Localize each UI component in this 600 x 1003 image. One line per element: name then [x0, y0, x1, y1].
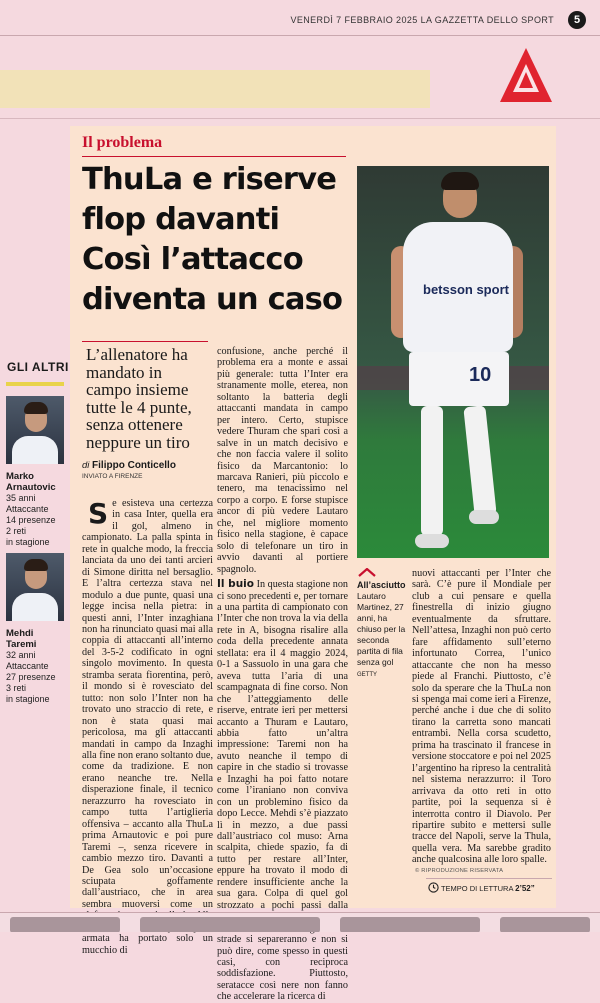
player-info: 27 presenze: [6, 672, 56, 682]
article: [70, 126, 556, 1003]
section-paragraph: [217, 579, 348, 1003]
headline-line: ThuLa e riserve: [82, 162, 337, 197]
jersey-sponsor: betsson sport: [423, 282, 509, 297]
reading-time-value: 2’52”: [515, 884, 535, 893]
player-name: Mehdi Taremi: [6, 628, 37, 650]
headline-line: Così l’attacco: [82, 242, 303, 277]
player-photo: [6, 553, 64, 621]
headline-line: flop davanti: [82, 202, 280, 237]
article-column-3: nuovi attaccanti per l’Inter che sarà. C’è pure il Mondiale per club a cui pensare e quella finestrella di inizio giugno eventualmente da sfruttare. Nell’attesa, Inzaghi non può certo fare affidamento sull’eterno infortunato Correa, l’unico attaccante che non ha messo piede al Franchi. Piuttosto, c’è solo da sperare che la ThuLa non si spenga mai come ieri a Firenze, perché anche i due che di solito tirano la carretta sono mancati entrambi. Nella corsa scudetto, prima ha trascinato il francese in versione stoccatore e poi nel 2025 l’argentino ha ripreso la centralità nel sistema nerazzurro: il Toro arrivava da otto reti in otto partite, poi la sequenza si è interrotta contro il Diavolo. Per ripartire subito e mettersi sulle tracce del Napoli, serve la Thula, quella vera. Ma sarebbe gradito anche qualcosina alle loro spalle.: [412, 568, 551, 866]
sidebar-accent-bar: [6, 382, 64, 386]
player-info: 3 reti: [6, 683, 27, 693]
player-info: 32 anni: [6, 650, 36, 660]
player-card: [6, 553, 66, 705]
column-text: e esisteva una certezza in casa Inter, quella era il gol, almeno in campionato. La palla spinta in rete in qualche modo, la freccia lanciata da uno dei tanti arcieri di Simone diritta nel bersaglio. E l’altra certezza stava nel modulo a due punte, quasi una legge incisa nella pietra: in questi anni, l’Inter inzaghiana non ha rinunciato quasi mai alla coppia di attaccanti all’interno del 3-5-2 codificato in ogni singolo movimento. In questa stramba serata fiorentina, però, il mondo si è rovesciato del tutto: non solo l’Inter non ha trovato uno straccio di rete, e non è stata quasi mai pericolosa, ma gli attaccanti mandati in campo da Inzaghi alla fine non erano soltanto due, come da tradizione. E non erano neanche tre. Nella disperazione finale, il tecnico nerazzurro ha rovesciato in campo tutta l’artiglieria offensiva – accanto alla ThuLa prima Arnautovic e poi pure Taremi –, senza ricevere in cambio mezzo tiro. Davanti a De Gea solo un’occasione sciupata goffamente dall’austriaco, che in area sembra muoversi come un armata ha portato solo un mucchio di: [82, 498, 213, 956]
byline: [82, 460, 176, 471]
column-text: In questa stagione non ci sono precedenti e, per tornare a una partita di campionato con l’Inter che non trova la via della rete in A, bisogna risalire alla coda della precedente annata stellata: era il 4 maggio 2024, 0-1 a Sassuolo in una gara che aveva tutta l’aria di una scampagnata di fine corso. Non che l’atteggiamento delle riserve, entrate ieri per mettersi accanto a Thuram e Lautaro, abbia fatto un’altra impressione: Taremi non ha avuto neanche il tempo di capire in che stadio si trovasse e Inzaghi ha poi fatto notare come l’iraniano non conviva con un problemino fisico da dopo Lecce. Mehdi s’è piazzato lì in mezzo, a due passi dall’austriaco col muso: Arna scalpita, chiede spazio, fa di tutto per restare all’Inter, eppure ha trovato il modo di rendere insufficiente anche la sua gara. Colpa di quel gol strozzato a pochi passi dalla strade si separeranno e non si può dire, come spesso in questi casi, con reciproca soddisfazione. Piuttosto, seratacce così nere non fanno che accelerare la ricerca di: [217, 579, 349, 1003]
summary-divider: [82, 341, 208, 342]
author-role: INVIATO A FIRENZE: [82, 473, 143, 480]
caption-body: Lautaro Martinez, 27 anni, ha chiuso per la seconda partita di fila senza gol: [357, 591, 406, 667]
article-column-1: [82, 498, 213, 956]
sidebar-title: GLI ALTRI: [7, 360, 69, 374]
caption-text: [357, 591, 407, 681]
header-divider: [0, 35, 600, 36]
caption-title: All’asciutto: [357, 580, 406, 590]
sidebar-others: [0, 340, 70, 720]
player-photo: [6, 396, 64, 464]
player-card: [6, 396, 66, 548]
byline-prefix: di: [82, 460, 90, 471]
player-info: in stagione: [6, 537, 50, 547]
photo-caption: [357, 568, 407, 681]
summary: L’allenatore ha mandato in campo insieme tutte le 4 punte, senza ottenere neppure un tiro: [86, 345, 192, 452]
player-info: Attaccante: [6, 661, 49, 671]
article-column-2: [217, 346, 348, 1003]
caption-credit: GETTY: [357, 672, 378, 678]
reproduction-notice: © RIPRODUZIONE RISERVATA: [415, 868, 504, 874]
next-headline-strip: [0, 912, 600, 932]
dropcap: S: [88, 497, 109, 530]
kicker-underline: [82, 156, 346, 157]
player-info: Attaccante: [6, 504, 49, 514]
section-lead: Il buio: [217, 578, 254, 591]
player-name: Marko Arnautovic: [6, 471, 56, 493]
headline: [82, 160, 352, 320]
page-number: 5: [568, 11, 586, 29]
lautaro-photo: [357, 166, 549, 558]
author-name: Filippo Conticello: [92, 460, 176, 471]
player-info: 2 reti: [6, 526, 27, 536]
reading-time: [428, 882, 535, 893]
kicker: Il problema: [82, 134, 163, 151]
page-header: [0, 0, 600, 36]
jersey-number: 10: [469, 364, 492, 386]
player-info: in stagione: [6, 694, 50, 704]
player-info: 14 presenze: [6, 515, 56, 525]
top-ad-band: [0, 70, 430, 108]
band-divider: [0, 118, 600, 119]
column-text: confusione, anche perché il problema era a monte e assai più generale: tutta l’Inter era stranamente molle, eterea, non soltanto la batteria degli attaccanti mandata in campo per intero. Certo, stupisce vedere Thuram che spari così a salve in un match decisivo e che non faccia valere il solito fisico da Marcantonio: lo marcava Ranieri, più piccolo e tenero, ma tenacissimo nel corpo a corpo. E forse stupisce ancor di più vedere Lautaro che, nel migliore momento fisico nella stagione, è capace solo di telefonare un tiro in avvio davanti al portiere spagnolo.: [217, 346, 348, 575]
caret-up-icon: [357, 568, 377, 577]
clock-icon: [428, 882, 439, 893]
reading-time-label: TEMPO DI LETTURA: [440, 884, 514, 893]
player-info: 35 anni: [6, 493, 36, 503]
headline-line: diventa un caso: [82, 282, 343, 317]
gazzetta-a-logo-icon: [498, 44, 554, 108]
dateline: VENERDÌ 7 FEBBRAIO 2025 LA GAZZETTA DELLO SPORT: [290, 15, 554, 25]
reading-divider: [426, 878, 552, 879]
